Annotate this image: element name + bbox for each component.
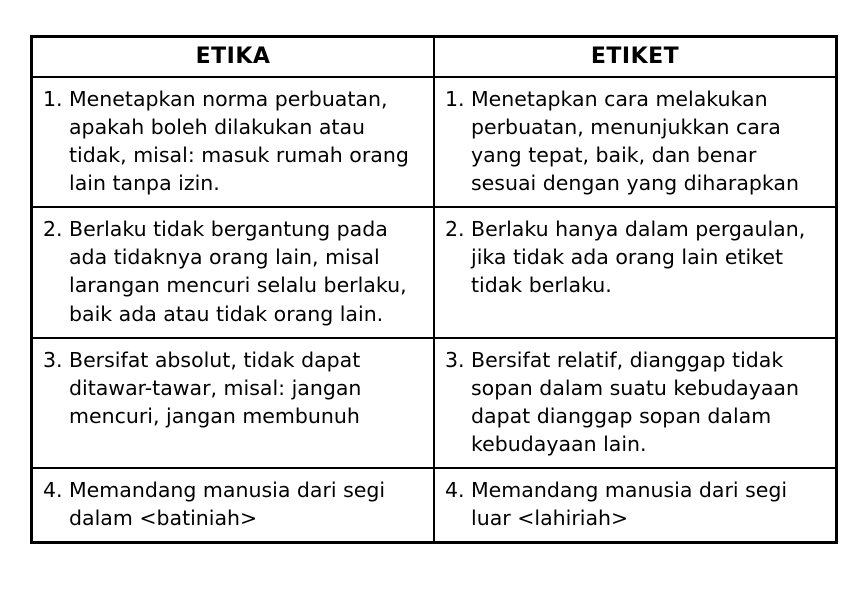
list-item: [445, 476, 827, 532]
list-item: [43, 85, 425, 197]
list-item-text: Menetapkan cara melakukan perbuatan, menunjukkan cara yang tepat, baik, dan benar sesuai dengan yang diharapkan: [471, 87, 799, 196]
list-item-text: Memandang manusia dari segi dalam <batiniah>: [69, 477, 386, 531]
column-header-etiket: ETIKET: [434, 37, 837, 78]
list-item-number: 3.: [445, 347, 465, 372]
table-row: [32, 77, 837, 207]
list-item: [445, 215, 827, 299]
cell-etika-1: [32, 77, 435, 207]
cell-etika-3: [32, 338, 435, 468]
list-item: [445, 85, 827, 197]
list-item-text: Berlaku hanya dalam pergaulan, jika tidak ada orang lain etiket tidak berlaku.: [471, 217, 806, 298]
list-item-number: 4.: [445, 477, 465, 502]
list-item: [43, 476, 425, 532]
table-row: [32, 207, 837, 337]
cell-etiket-1: [434, 77, 837, 207]
column-header-etika: ETIKA: [32, 37, 435, 78]
table-row: [32, 468, 837, 543]
list-item-text: Bersifat relatif, dianggap tidak sopan dalam suatu kebudayaan dapat dianggap sopan dalam kebudayaan lain.: [471, 347, 799, 456]
table-header: [32, 37, 837, 78]
list-item-number: 2.: [43, 217, 63, 242]
list-item-text: Bersifat absolut, tidak dapat ditawar-tawar, misal: jangan mencuri, jangan membunuh: [69, 347, 362, 428]
list-item: [445, 346, 827, 458]
list-item-number: 4.: [43, 477, 63, 502]
list-item-number: 2.: [445, 217, 465, 242]
list-item: [43, 215, 425, 327]
cell-etiket-3: [434, 338, 837, 468]
cell-etiket-2: [434, 207, 837, 337]
list-item-text: Berlaku tidak bergantung pada ada tidaknya orang lain, misal larangan mencuri selalu berlaku, baik ada atau tidak orang lain.: [69, 217, 407, 326]
table-row: [32, 338, 837, 468]
cell-etika-4: [32, 468, 435, 543]
comparison-table-container: [30, 35, 830, 544]
list-item-text: Menetapkan norma perbuatan, apakah boleh dilakukan atau tidak, misal: masuk rumah orang lain tanpa izin.: [69, 87, 409, 196]
list-item-number: 3.: [43, 347, 63, 372]
etika-etiket-comparison-table: [30, 35, 838, 544]
cell-etiket-4: [434, 468, 837, 543]
list-item-text: Memandang manusia dari segi luar <lahiriah>: [471, 477, 788, 531]
list-item: [43, 346, 425, 430]
list-item-number: 1.: [445, 87, 465, 111]
table-header-row: [32, 37, 837, 78]
table-body: [32, 77, 837, 543]
cell-etika-2: [32, 207, 435, 337]
list-item-number: 1.: [43, 87, 63, 111]
